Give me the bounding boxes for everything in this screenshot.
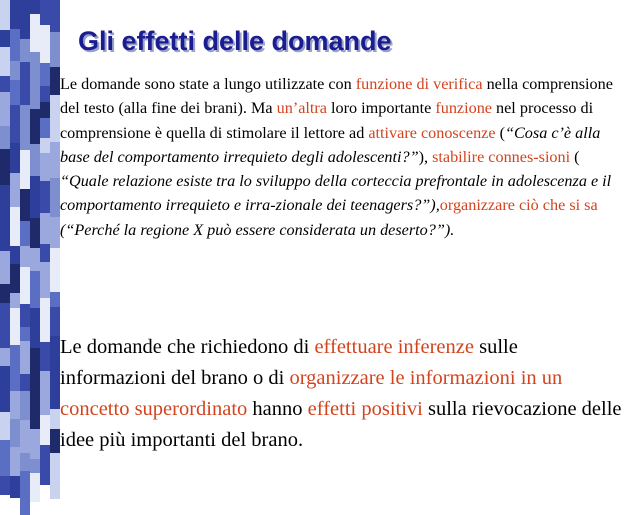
- stripe-tile: [20, 391, 30, 420]
- stripe-tile: [40, 63, 50, 86]
- stripe-tile: [0, 92, 10, 126]
- stripe-tile: [50, 409, 60, 429]
- stripe-tile: [50, 142, 60, 178]
- stripe-tile: [20, 304, 30, 327]
- paragraph-text: nella comprensione del testo (alla fine dei brani). Ma: [60, 75, 613, 118]
- stripe-tile: [20, 420, 30, 453]
- paragraph-text: hanno: [247, 398, 308, 420]
- stripe-tile: [40, 102, 50, 118]
- stripe-tile: [30, 218, 40, 248]
- stripe-tile: [20, 453, 30, 471]
- stripe-tile: [50, 336, 60, 372]
- stripe-tile: [0, 412, 10, 440]
- stripe-tile: [30, 0, 40, 14]
- stripe-tile: [30, 473, 40, 502]
- stripe-tile: [40, 138, 50, 153]
- stripe-tile: [30, 52, 40, 88]
- stripe-tile: [30, 109, 40, 128]
- stripe-tile: [40, 118, 50, 138]
- stripe-tile: [0, 47, 10, 76]
- stripe-tile: [30, 88, 40, 109]
- paragraph-text: Le domande sono state a lungo utilizzate con: [60, 75, 356, 93]
- highlighted-phrase: effetti positivi: [307, 398, 423, 420]
- stripe-tile: [50, 372, 60, 409]
- paragraph-text: Le domande che richiedono di: [60, 336, 315, 358]
- stripe-tile: [30, 176, 40, 218]
- stripe-tile: [30, 402, 40, 429]
- paragraph-text: loro importante: [327, 99, 436, 118]
- stripe-tile: [40, 298, 50, 342]
- stripe-tile: [10, 293, 20, 308]
- stripe-tile: [20, 105, 30, 150]
- stripe-tile: [0, 30, 10, 47]
- body-paragraph-2: [60, 332, 628, 456]
- paragraph-text: sulla rievocazione delle idee più importanti del brano.: [60, 398, 622, 451]
- stripe-tile: [10, 246, 20, 264]
- stripe-tile: [10, 121, 20, 143]
- stripe-tile: [30, 348, 40, 367]
- stripe-tile: [40, 445, 50, 485]
- stripe-tile: [50, 217, 60, 248]
- slide-title-container: [78, 26, 392, 57]
- stripe-tile: [50, 292, 60, 307]
- stripe-tile: [50, 0, 60, 32]
- highlighted-phrase: funzione di verifica: [355, 75, 483, 93]
- paragraph-text: ),: [418, 147, 433, 166]
- italic-example-question: (“Perché la regione X può essere considerata un deserto?”).: [60, 220, 455, 239]
- stripe-tile: [40, 342, 50, 371]
- body-paragraph-1: [60, 72, 628, 242]
- stripe-tile: [40, 213, 50, 244]
- stripe-tile: [20, 221, 30, 246]
- stripe-tile: [50, 307, 60, 336]
- stripe-tile: [30, 308, 40, 348]
- stripe-tile: [10, 419, 20, 447]
- stripe-tile: [40, 244, 50, 262]
- stripe-tile: [10, 207, 20, 246]
- slide-title: Gli effetti delle domande: [78, 26, 392, 56]
- stripe-tile: [0, 303, 10, 348]
- stripe-tile: [40, 25, 50, 63]
- stripe-tile: [10, 308, 20, 345]
- stripe-tile: [50, 95, 60, 142]
- stripe-tile: [20, 246, 30, 267]
- stripe-tile: [30, 287, 40, 308]
- stripe-tile: [40, 0, 50, 25]
- stripe-tile: [0, 185, 10, 215]
- stripe-tile: [0, 440, 10, 476]
- stripe-tile: [0, 76, 10, 92]
- stripe-tile: [20, 189, 30, 221]
- stripe-tile: [40, 181, 50, 213]
- highlighted-phrase: funzione: [435, 99, 492, 118]
- stripe-tile: [10, 105, 20, 121]
- stripe-tile: [30, 144, 40, 176]
- stripe-tile: [10, 391, 20, 419]
- stripe-tile: [40, 371, 50, 415]
- highlighted-phrase: effettuare inferenze: [314, 336, 474, 358]
- stripe-tile: [30, 14, 40, 52]
- stripe-tile: [50, 248, 60, 292]
- stripe-tile: [10, 29, 20, 61]
- stripe-tile: [20, 267, 30, 304]
- stripe-tile: [20, 374, 30, 391]
- stripe-tile: [10, 447, 20, 476]
- stripe-tile: [50, 178, 60, 217]
- stripe-tile: [30, 367, 40, 402]
- stripe-tile: [50, 67, 60, 95]
- stripe-tile: [30, 429, 40, 459]
- stripe-tile: [10, 61, 20, 80]
- stripe-tile: [0, 215, 10, 251]
- paragraph-text: sulle informazioni del brano o di: [60, 336, 518, 389]
- stripe-tile: [0, 251, 10, 284]
- stripe-tile: [10, 143, 20, 173]
- paragraph-text: (: [570, 147, 580, 166]
- stripe-tile: [0, 0, 10, 30]
- stripe-tile: [50, 32, 60, 67]
- stripe-tile: [0, 366, 10, 412]
- stripe-tile: [50, 429, 60, 453]
- italic-example-question: “Cosa c’è alla base del comportamento irrequieto degli adolescenti?”: [60, 123, 601, 166]
- highlighted-phrase: attivare conoscenze: [368, 123, 496, 142]
- stripe-tile: [20, 39, 30, 62]
- stripe-tile: [30, 248, 40, 271]
- highlighted-phrase: organizzare ciò che si sa: [439, 196, 598, 215]
- italic-example-question: “Quale relazione esiste tra lo sviluppo della corteccia prefrontale in adolescenza e il comportamento irrequieto e irra-zionale dei teenagers?”),: [60, 172, 612, 215]
- stripe-tile: [20, 341, 30, 374]
- stripe-tile: [20, 471, 30, 515]
- stripe-tile: [30, 128, 40, 144]
- paragraph-text: nel processo di comprensione è quella di stimolare il lettore ad: [60, 99, 594, 142]
- stripe-tile: [0, 348, 10, 366]
- stripe-tile: [30, 459, 40, 473]
- stripe-tile: [0, 284, 10, 303]
- highlighted-phrase: stabilire connes-sioni: [432, 147, 571, 166]
- stripe-tile: [10, 264, 20, 293]
- stripe-tile: [20, 0, 30, 39]
- stripe-tile: [10, 80, 20, 105]
- stripe-tile: [40, 262, 50, 298]
- stripe-tile: [40, 415, 50, 445]
- stripe-tile: [20, 150, 30, 189]
- stripe-tile: [30, 271, 40, 287]
- paragraph-text: (: [495, 123, 505, 142]
- stripe-tile: [20, 327, 30, 341]
- stripe-tile: [40, 86, 50, 102]
- stripe-tile: [40, 153, 50, 181]
- stripe-tile: [20, 62, 30, 105]
- stripe-tile: [0, 149, 10, 185]
- stripe-tile: [10, 476, 20, 498]
- stripe-tile: [10, 0, 20, 29]
- highlighted-phrase: organizzare le informazioni in un concetto superordinato: [60, 367, 563, 420]
- stripe-tile: [50, 453, 60, 499]
- decorative-stripe-border: [0, 0, 60, 479]
- stripe-tile: [10, 173, 20, 207]
- highlighted-phrase: un’altra: [276, 99, 327, 118]
- stripe-tile: [0, 126, 10, 149]
- stripe-tile: [10, 345, 20, 391]
